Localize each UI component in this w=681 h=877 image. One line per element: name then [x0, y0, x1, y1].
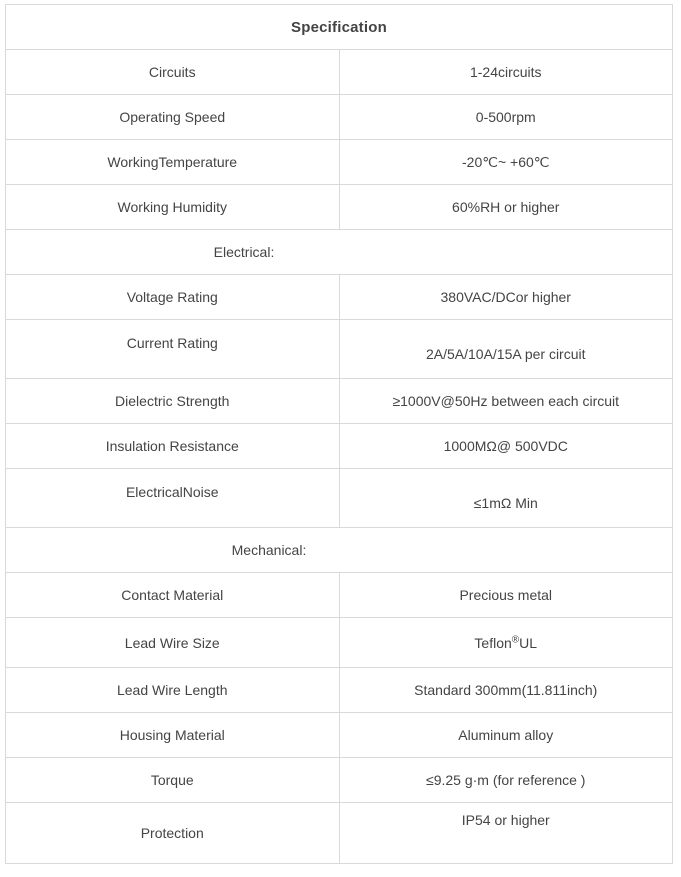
spec-value: 2A/5A/10A/15A per circuit: [425, 346, 586, 362]
specification-table: [5, 4, 673, 864]
table-row: [6, 95, 673, 140]
spec-label: Dielectric Strength: [6, 379, 340, 424]
spec-label: Lead Wire Size: [6, 618, 340, 668]
table-row: [6, 275, 673, 320]
spec-label: Voltage Rating: [6, 275, 340, 320]
spec-value: 380VAC/DCor higher: [339, 275, 673, 320]
spec-value: Aluminum alloy: [339, 713, 673, 758]
table-row: [6, 140, 673, 185]
spec-label: Protection: [6, 803, 340, 864]
spec-label: Working Humidity: [6, 185, 340, 230]
spec-value: ≤9.25 g·m (for reference ): [339, 758, 673, 803]
spec-value: 60%RH or higher: [339, 185, 673, 230]
spec-label: WorkingTemperature: [6, 140, 340, 185]
table-title: Specification: [6, 5, 673, 50]
table-row: [6, 758, 673, 803]
spec-value: IP54 or higher: [461, 812, 550, 828]
table-row: [6, 618, 673, 668]
spec-value: ≤1mΩ Min: [473, 495, 538, 511]
section-row-electrical: [6, 230, 673, 275]
spec-label: Operating Speed: [6, 95, 340, 140]
spec-value: 1000MΩ@ 500VDC: [339, 424, 673, 469]
table-row: [6, 424, 673, 469]
section-heading-mechanical: Mechanical:: [231, 542, 307, 558]
spec-value: 1-24circuits: [339, 50, 673, 95]
spec-label: Housing Material: [6, 713, 340, 758]
spec-label: Current Rating: [126, 335, 218, 351]
table-row: [6, 803, 673, 864]
spec-label: Contact Material: [6, 573, 340, 618]
table-row: [6, 379, 673, 424]
table-row: [6, 469, 673, 528]
spec-value: Standard 300mm(11.811inch): [339, 668, 673, 713]
table-row: [6, 185, 673, 230]
spec-label: Lead Wire Length: [6, 668, 340, 713]
spec-label: ElectricalNoise: [125, 484, 219, 500]
section-row-mechanical: [6, 528, 673, 573]
spec-value: -20℃~ +60℃: [339, 140, 673, 185]
section-heading-electrical: Electrical:: [213, 244, 275, 260]
spec-label: Circuits: [6, 50, 340, 95]
table-row: [6, 320, 673, 379]
spec-value: Teflon®UL: [339, 618, 673, 668]
spec-label: Torque: [6, 758, 340, 803]
table-row: [6, 50, 673, 95]
table-row: [6, 713, 673, 758]
spec-value: ≥1000V@50Hz between each circuit: [339, 379, 673, 424]
title-row: [6, 5, 673, 50]
spec-label: Insulation Resistance: [6, 424, 340, 469]
spec-value: Precious metal: [339, 573, 673, 618]
table-row: [6, 573, 673, 618]
table-row: [6, 668, 673, 713]
spec-value: 0-500rpm: [339, 95, 673, 140]
